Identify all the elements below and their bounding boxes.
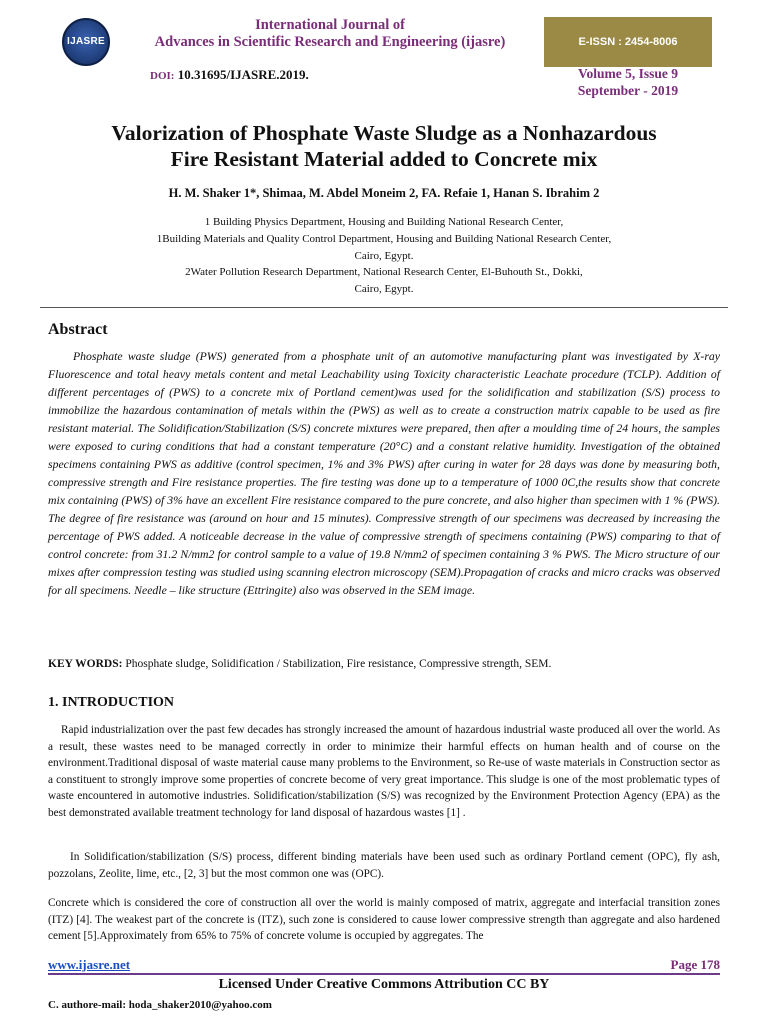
- affiliation-2-city: Cairo, Egypt.: [354, 250, 414, 262]
- paper-title-line1: Valorization of Phosphate Waste Sludge as a Nonhazardous: [111, 121, 657, 145]
- affiliation-3: 2Water Pollution Research Department, National Research Center, El-Buhouth St., Dokki,: [185, 266, 583, 278]
- issn-text: E-ISSN : 2454-8006: [578, 36, 678, 48]
- volume-issue: Volume 5, Issue 9: [577, 66, 679, 81]
- intro-paragraph-3: Concrete which is considered the core of construction all over the world is mainly composed of matrix, aggregate and interfacial transition zones (ITZ) [4]. The weakest part of the concrete is (ITZ), such zone is considered to cause lower compressive strength than aggregate and also hardened cement [5].Approximately from 65% to 75% of concrete volume is occupied by aggregates. The: [48, 897, 720, 942]
- affiliation-2: 1Building Materials and Quality Control Department, Housing and Building National Research Center,: [156, 233, 612, 245]
- doi-value: 10.31695/IJASRE.2019.: [177, 67, 309, 82]
- journal-name-line2: Advances in Scientific Research and Engineering (ijasre): [154, 34, 506, 50]
- paper-title-line2: Fire Resistant Material added to Concrete mix: [170, 147, 598, 171]
- doi-label: DOI:: [150, 70, 175, 82]
- authors: H. M. Shaker 1*, Shimaa, M. Abdel Moneim 2, FA. Refaie 1, Hanan S. Ibrahim 2: [168, 186, 600, 200]
- intro-paragraph-1: Rapid industrialization over the past few decades has strongly increased the amount of hazardous industrial waste produced all over the world. As a result, these wastes need to be managed correctly in order to minimize their harmful effects on human health and of course on the environment.Traditional disposal of waste material cause many problems to the Environment, so Re-use of waste materials in Construction sector as a constituent to strongly improve some properties of concrete become of very great importance. This sludge is one of the most problematic types of waste encountered in automotive industries. Solidification/stabilization (S/S) was recognized by the Environment Protection Agency (EPA) as the best demonstrated available treatment technology for land disposal of hazardous wastes [1] .: [48, 724, 720, 819]
- abstract-heading: Abstract: [48, 321, 108, 338]
- journal-logo: [62, 18, 110, 66]
- keywords-label: KEY WORDS:: [48, 658, 123, 670]
- doi: [150, 67, 309, 83]
- keywords: [48, 658, 720, 670]
- license-text: Licensed Under Creative Commons Attribution CC BY: [218, 977, 550, 992]
- divider: [40, 307, 728, 308]
- paper-title: [40, 120, 728, 172]
- author-email: C. authore-mail: hoda_shaker2010@yahoo.com: [48, 999, 272, 1011]
- keywords-text: Phosphate sludge, Solidification / Stabilization, Fire resistance, Compressive strength, SEM.: [125, 658, 552, 670]
- affiliation-1: 1 Building Physics Department, Housing and Building National Research Center,: [204, 216, 564, 228]
- journal-name-line1: International Journal of: [255, 17, 405, 33]
- affiliation-3-city: Cairo, Egypt.: [354, 283, 414, 295]
- issue-date: September - 2019: [577, 83, 679, 98]
- page-number: Page 178: [670, 957, 720, 972]
- footer-divider: [48, 973, 720, 975]
- logo-text: IJASRE: [67, 36, 105, 47]
- issn-badge: [544, 17, 712, 67]
- introduction-heading: 1. INTRODUCTION: [48, 695, 175, 710]
- abstract-text: Phosphate waste sludge (PWS) generated from a phosphate unit of an automotive manufacturing plant was investigated by X-ray Fluorescence and total heavy metals content and metal Leachability using Toxicity characteristic Leachate procedure (TCLP). Addition of different percentages of (PWS) to a concrete mix of Portland cement)was used for the solidification and stabilization (S/S) process to immobilize the hazardous contamination of metals within the (PWS) as well as to create a construction matrix capable to be used as fire resistant material. The Solidification/Stabilization (S/S) concrete mixtures were prepared, then after a moulding time of 24 hours, the samples were exposed to curing conditions that had a constant temperature (20°C) and a constant relative humidity. Investigation of the obtained specimens containing PWS as additive (control specimen, 1% and 3% PWS) after curing in water for 28 days was done by measuring both, compressive strength and Fire resistance properties. The fire testing was done up to a temperature of 1000 0C,the results show that concrete mix containing (PWS) of 3% have an excellent Fire resistance compared to the pure concrete, and also higher than specimen with 1 % (PWS). The degree of fire resistance was (around on hour and 15 minutes). Compressive strength of our specimens was decreased by increasing the percentage of PWS added. A noticeable decrease in the value of compressive strength of specimens containing (PWS) comparing to that of control concrete: from 31.2 N/mm2 for control sample to a value of 19.8 N/mm2 of specimen containing 3 % PWS. The Micro structure of our mixes after compression testing was studied using scanning electron microscopy (SEM).Propagation of cracks and micro cracks was observed for all specimens. Needle – like structure (Ettringite) also was observed in the SEM image.: [48, 350, 720, 597]
- website-link[interactable]: www.ijasre.net: [48, 957, 131, 972]
- intro-paragraph-2: In Solidification/stabilization (S/S) process, different binding materials have been used such as ordinary Portland cement (OPC), fly ash, pozzolans, Zeolite, lime, etc., [2, 3] but the most common one was (OPC).: [48, 851, 720, 880]
